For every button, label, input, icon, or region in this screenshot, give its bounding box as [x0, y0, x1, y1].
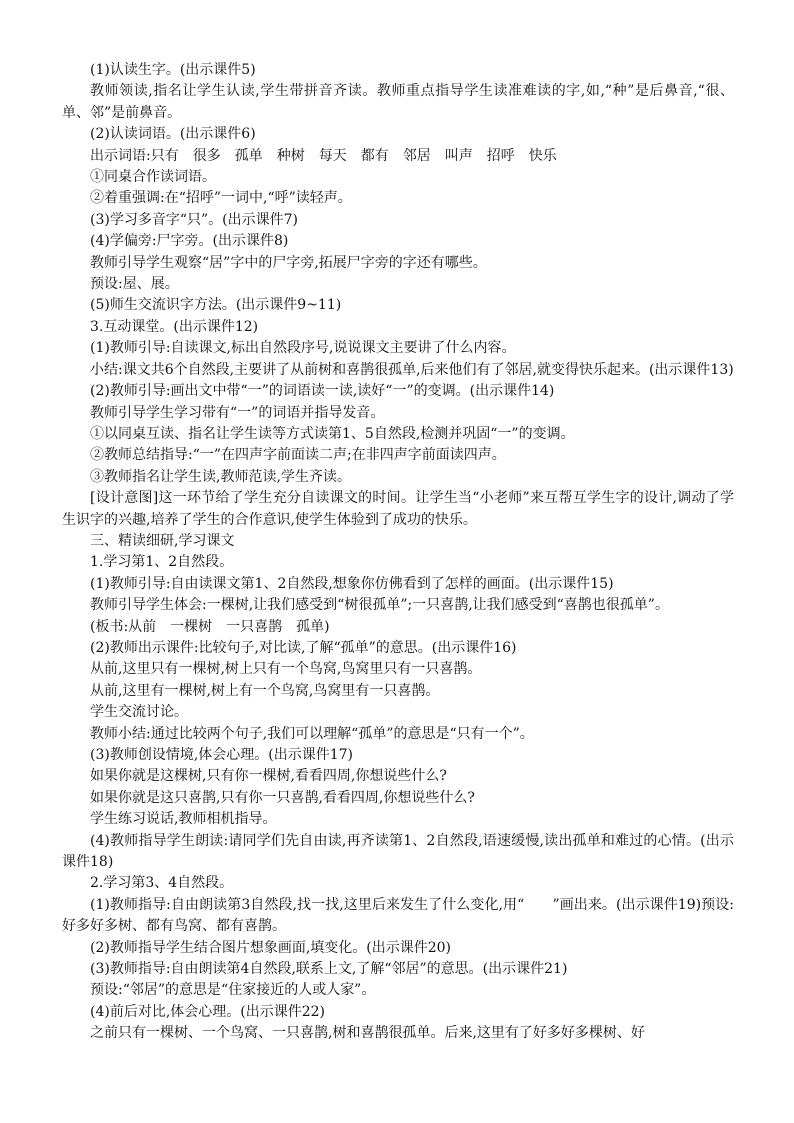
paragraph: (2)教师引导:画出文中带“一”的词语读一读,读好“一”的变调。(出示课件14)	[90, 383, 555, 400]
paragraph: ②着重强调:在“招呼”一词中,“呼”读轻声。	[90, 190, 352, 207]
paragraph: 学生练习说话,教师相机指导。	[90, 811, 277, 828]
paragraph: (1)认读生字。(出示课件5)	[90, 62, 256, 78]
paragraph: (5)师生交流识字方法。(出示课件9~11)	[90, 297, 342, 314]
paragraph: (4)教师指导学生朗读:请同学们先自由读,再齐读第1、2自然段,语速缓慢,读出孤单和难过的心情。(出示课件18)	[62, 832, 734, 871]
paragraph: (2)教师出示课件:比较句子,对比读,了解“孤单”的意思。(出示课件16)	[90, 639, 517, 656]
paragraph: ①以同桌互读、指名让学生读等方式读第1、5自然段,检测并巩固“一”的变调。	[90, 425, 575, 442]
paragraph: 从前,这里只有一棵树,树上只有一个鸟窝,鸟窝里只有一只喜鹊。	[90, 661, 482, 678]
paragraph: ②教师总结指导:“一”在四声字前面读二声;在非四声字前面读四声。	[90, 447, 506, 464]
document-body	[62, 60, 734, 1045]
paragraph: 3.互动课堂。(出示课件12)	[90, 318, 259, 335]
paragraph: 出示词语:只有 很多 孤单 种树 每天 都有 邻居 叫声 招呼 快乐	[90, 147, 557, 164]
paragraph: 教师小结:通过比较两个句子,我们可以理解“孤单”的意思是“只有一个”。	[90, 725, 534, 742]
paragraph: 2.学习第3、4自然段。	[90, 875, 234, 892]
paragraph: (3)教师创设情境,体会心理。(出示课件17)	[90, 747, 354, 763]
paragraph: 小结:课文共6个自然段,主要讲了从前树和喜鹊很孤单,后来他们有了邻居,就变得快乐起来。(出示课件13)	[90, 361, 734, 378]
paragraph: 如果你就是这棵树,只有你一棵树,看看四周,你想说些什么?	[90, 768, 447, 785]
paragraph: (板书:从前 一棵树 一只喜鹊 孤单)	[90, 618, 330, 635]
paragraph: (3)学习多音字“只”。(出示课件7)	[90, 211, 298, 228]
paragraph: (1)教师引导:自由读课文第1、2自然段,想象你仿佛看到了怎样的画面。(出示课件15)	[90, 575, 614, 592]
paragraph: (2)认读词语。(出示课件6)	[90, 126, 256, 143]
paragraph: [设计意图]这一环节给了学生充分自读课文的时间。让学生当“小老师”来互帮互学生字的设计,调动了学生识字的兴趣,培养了学生的合作意识,使学生体验到了成功的快乐。	[62, 490, 734, 528]
section-heading: 三、精读细研,学习课文	[90, 532, 235, 549]
paragraph: 预设:屋、展。	[90, 276, 179, 293]
paragraph: (4)学偏旁:尸字旁。(出示课件8)	[90, 233, 289, 250]
paragraph: 学生交流讨论。	[90, 704, 188, 721]
paragraph: 从前,这里有一棵树,树上有一个鸟窝,鸟窝里有一只喜鹊。	[90, 682, 440, 699]
paragraph: ①同桌合作读词语。	[90, 169, 216, 186]
paragraph: 预设:“邻居”的意思是“住家接近的人或人家”。	[90, 982, 376, 999]
paragraph: 教师引导学生体会:一棵树,让我们感受到“树很孤单”;一只喜鹊,让我们感受到“喜鹊也很孤单”。	[90, 597, 669, 614]
paragraph: 1.学习第1、2自然段。	[90, 554, 234, 571]
paragraph: (2)教师指导学生结合图片想象画面,填变化。(出示课件20)	[90, 939, 452, 956]
paragraph: 教师领读,指名让学生认读,学生带拼音齐读。教师重点指导学生读准难读的字,如,“种”是后鼻音,“很、单、邻”是前鼻音。	[62, 83, 734, 121]
paragraph: 之前只有一棵树、一个鸟窝、一只喜鹊,树和喜鹊很孤单。后来,这里有了好多好多棵树、好	[90, 1025, 645, 1042]
paragraph: (4)前后对比,体会心理。(出示课件22)	[90, 1003, 326, 1020]
paragraph: (3)教师指导:自由朗读第4自然段,联系上文,了解“邻居”的意思。(出示课件21)	[90, 961, 568, 978]
paragraph: 教师引导学生观察“居”字中的尸字旁,拓展尸字旁的字还有哪些。	[90, 254, 487, 271]
paragraph: (1)教师引导:自读课文,标出自然段序号,说说课文主要讲了什么内容。	[90, 340, 516, 357]
paragraph: 教师引导学生学习带有“一”的词语并指导发音。	[90, 404, 385, 421]
paragraph: 如果你就是这只喜鹊,只有你一只喜鹊,看看四周,你想说些什么?	[90, 789, 475, 806]
paragraph: ③教师指名让学生读,教师范读,学生齐读。	[90, 468, 351, 485]
paragraph: (1)教师指导:自由朗读第3自然段,找一找,这里后来发生了什么变化,用“ ”画出来。(出示课件19)预设:好多好多树、都有鸟窝、都有喜鹊。	[62, 896, 734, 935]
